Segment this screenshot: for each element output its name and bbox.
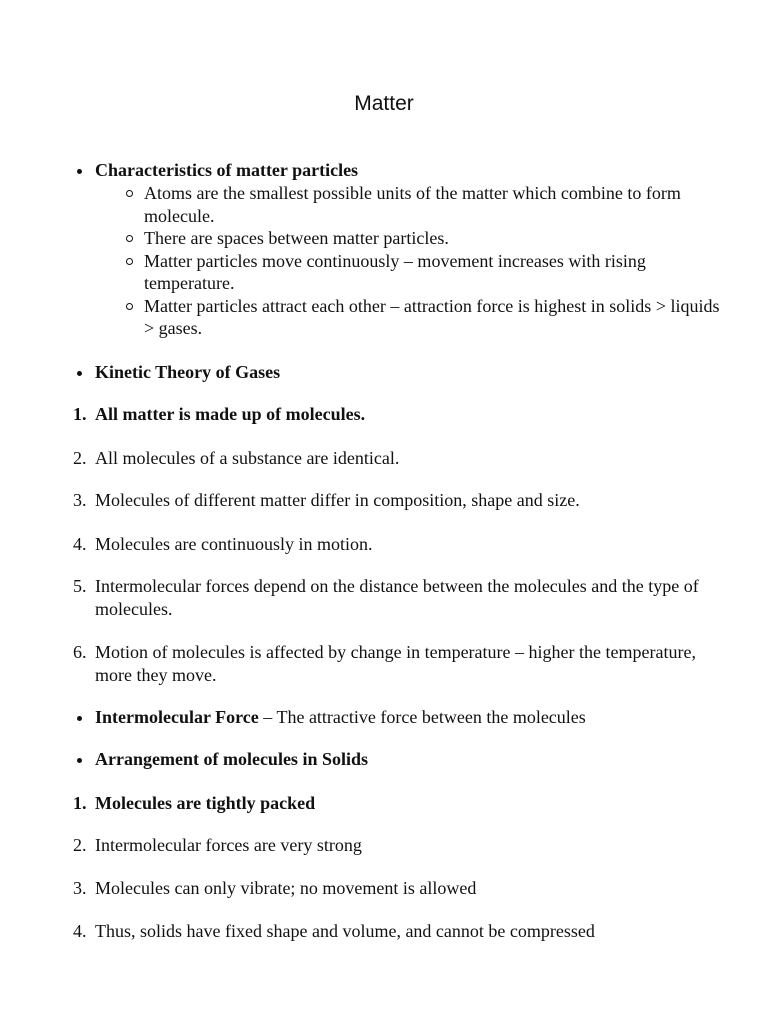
circle-bullet-icon (126, 258, 133, 265)
numbered-item (73, 792, 713, 815)
bullet-icon (77, 169, 82, 174)
numbered-item (73, 447, 713, 470)
circle-bullet-icon (126, 235, 133, 242)
item-number: 3. (73, 490, 87, 510)
item-text: Motion of molecules is affected by change in temperature – higher the temperature, more they move. (95, 642, 696, 685)
sub-list-item (144, 182, 720, 227)
kinetic-heading: Kinetic Theory of Gases (95, 362, 281, 382)
sub-item-text: Atoms are the smallest possible units of the matter which combine to form molecule. (144, 183, 681, 226)
bullet-icon (77, 371, 82, 376)
sub-list-item (144, 295, 720, 340)
item-number: 5. (73, 576, 87, 596)
item-text: Molecules of different matter differ in composition, shape and size. (95, 490, 580, 510)
item-number: 4. (73, 921, 87, 941)
numbered-item (73, 834, 713, 857)
item-number: 6. (73, 642, 87, 662)
item-number: 1. (73, 793, 87, 813)
item-number: 2. (73, 835, 87, 855)
item-text: Thus, solids have fixed shape and volume, and cannot be compressed (95, 921, 595, 941)
item-number: 2. (73, 448, 87, 468)
numbered-item (73, 533, 713, 556)
circle-bullet-icon (126, 303, 133, 310)
circle-bullet-icon (126, 190, 133, 197)
intermolecular-definition: – The attractive force between the molecules (258, 707, 586, 727)
characteristics-heading: Characteristics of matter particles (95, 160, 359, 180)
intermolecular-item (95, 706, 713, 729)
item-text: Molecules can only vibrate; no movement is allowed (95, 878, 477, 898)
item-text: Molecules are continuously in motion. (95, 534, 373, 554)
characteristics-heading-item (95, 159, 713, 182)
numbered-item (73, 920, 713, 943)
sub-list-item (144, 227, 720, 250)
item-text: Intermolecular forces depend on the distance between the molecules and the type of molecules. (95, 576, 699, 619)
item-number: 1. (73, 404, 87, 424)
numbered-item (73, 877, 713, 900)
item-text: Intermolecular forces are very strong (95, 835, 362, 855)
page-title: Matter (354, 92, 414, 115)
bullet-icon (77, 716, 82, 721)
sub-list-item (144, 250, 720, 295)
characteristics-sublist (144, 182, 720, 340)
kinetic-heading-item (95, 361, 713, 384)
bullet-icon (77, 758, 82, 763)
item-text: All matter is made up of molecules. (95, 404, 366, 424)
item-text: Molecules are tightly packed (95, 793, 316, 813)
sub-item-text: Matter particles attract each other – attraction force is highest in solids > liquids > gases. (144, 295, 720, 338)
numbered-item (73, 403, 713, 426)
numbered-item (73, 575, 713, 620)
intermolecular-term: Intermolecular Force (95, 707, 259, 727)
sub-item-text: Matter particles move continuously – movement increases with rising temperature. (144, 250, 646, 293)
numbered-item (73, 489, 713, 512)
solids-heading: Arrangement of molecules in Solids (95, 749, 368, 769)
item-number: 3. (73, 878, 87, 898)
sub-item-text: There are spaces between matter particles. (144, 228, 449, 248)
item-number: 4. (73, 534, 87, 554)
solids-heading-item (95, 748, 713, 771)
item-text: All molecules of a substance are identical. (95, 448, 400, 468)
numbered-item (73, 641, 713, 686)
